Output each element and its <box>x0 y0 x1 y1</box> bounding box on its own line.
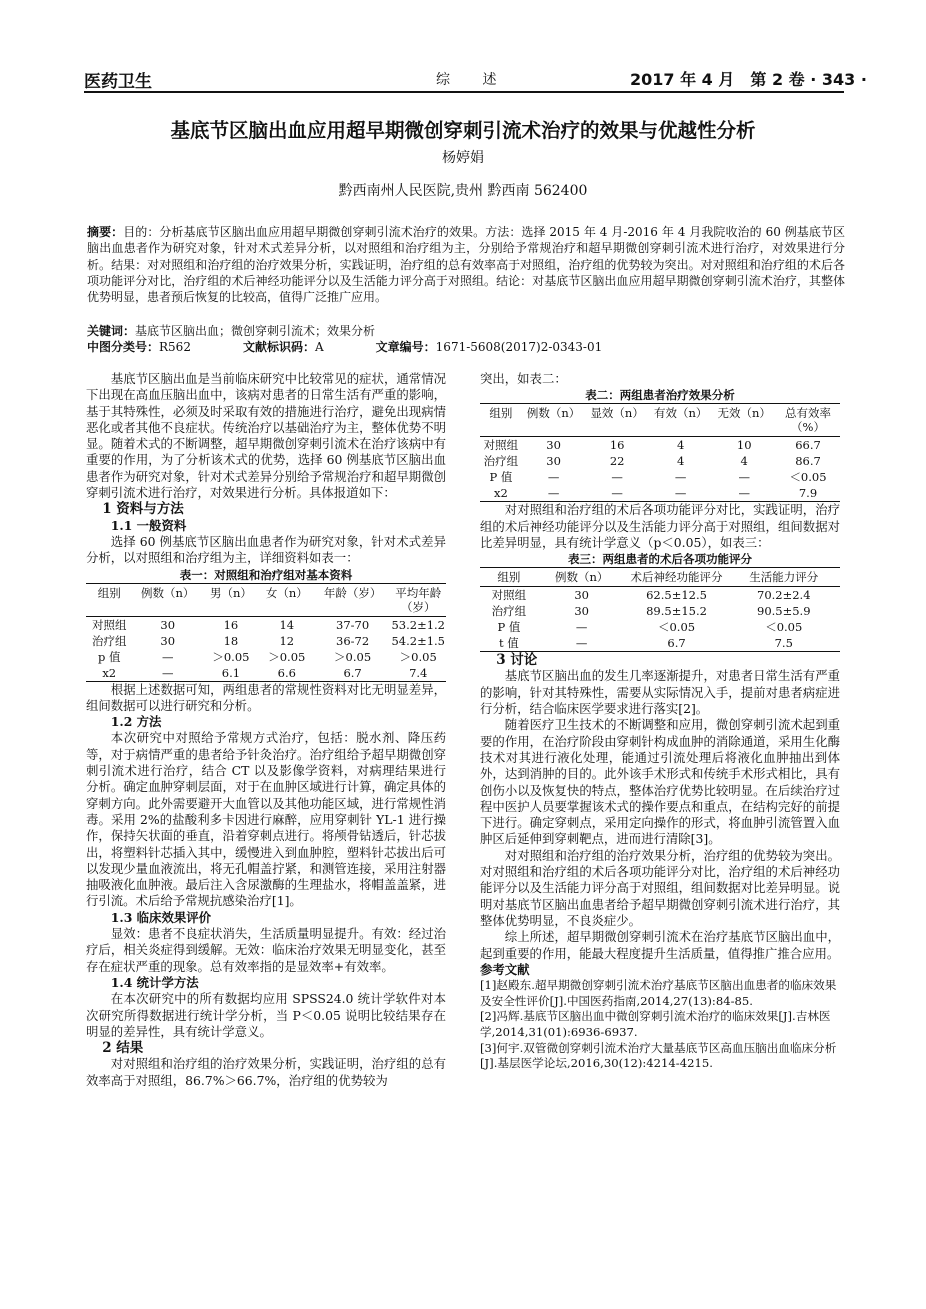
table-cell: — <box>738 470 750 485</box>
table-header-cell: 组别 <box>480 568 538 587</box>
subsection-heading: 1.1 一般资料 <box>110 517 187 533</box>
table-cell: 30 <box>160 617 176 632</box>
reference-item: [1]赵殿东.超早期微创穿刺引流术治疗基底节区脑出血患者的临床效果及安全性评价[J].中国医药指南,2014,27(13):84-85. <box>480 978 837 1008</box>
table-header-cell: 术后神经功能评分 <box>626 568 728 587</box>
table-cell: 86.7 <box>795 454 821 469</box>
table-cell: 14 <box>279 617 295 632</box>
table-row <box>480 485 840 502</box>
table-cell: 66.7 <box>795 438 821 453</box>
classification-line <box>87 339 845 355</box>
table-cell: 7.4 <box>390 665 446 682</box>
table-header-cell: 生活能力评分 <box>728 568 840 587</box>
abstract-text: 目的：分析基底节区脑出血应用超早期微创穿刺引流术治疗的效果。方法：选择 2015 年 4 月-2016 年 4 月我院收治的 60 例基底节区脑出血患者作为研究对象，针对术式差异分析，以对照组和治疗组为主，分别给予常规治疗和超早期微创穿刺引流术进行治疗，对效果进行分析。结果：对对照组和治疗组的治疗效果分析，实践证明，治疗组的总有效率高于对照组，治疗组的优势较为突出。对对照组和治疗组的术后各项功能评分对比，治疗组的术后神经功能评分以及生活能力评分高于对照组。结论：对基底节区脑出血应用超早期微创穿刺引流术治疗，其整体优势明显，患者预后恢复的比较高，值得广泛推广应用。 <box>87 225 845 305</box>
doc-code-value: A <box>314 340 324 354</box>
reference-item: [2]冯辉.基底节区脑出血中微创穿刺引流术治疗的临床效果[J].吉林医学,2014,31(01):6936-6937. <box>480 1009 831 1039</box>
reference-item: [3]何宇.双管微创穿刺引流术治疗大量基底节区高血压脑出血临床分析[J].基层医学论坛,2016,30(12):4214-4215. <box>480 1040 837 1071</box>
table-row <box>86 633 446 649</box>
table-row <box>86 616 446 633</box>
table-cell: 4 <box>677 454 685 469</box>
journal-name: 医药卫生 <box>84 72 152 92</box>
table-header-row <box>480 568 840 587</box>
table-cell: — <box>674 470 687 485</box>
table-cell: ＜0.05 <box>657 620 696 635</box>
table-cell: x2 <box>86 665 132 682</box>
paragraph: 对对照组和治疗组的术后各项功能评分对比，实践证明，治疗组的术后神经功能评分以及生活能力评分高于对照组，组间数据对比差异明显，具有统计学意义（p＜0.05），如表三： <box>480 502 840 550</box>
table-row <box>86 665 446 682</box>
table-cell: 6.6 <box>259 665 315 682</box>
table-caption: 表二：两组患者治疗效果分析 <box>585 388 735 403</box>
section-label: 综 述 <box>436 72 511 88</box>
table-cell: 90.5±5.9 <box>757 604 811 619</box>
table-cell: 30 <box>546 438 561 453</box>
table-cell: 22 <box>609 454 625 469</box>
table-cell: P 值 <box>489 470 513 485</box>
table-cell: 30 <box>574 588 589 603</box>
paragraph: 对对照组和治疗组的治疗效果分析，治疗组的优势较为突出。对对照组和治疗组的术后各项功能评分对比，治疗组的术后神经功能评分以及生活能力评分高于对照组，组间数据对比差异明显。说明对基底节区脑出血患者给予超早期微创穿刺引流术进行治疗，其整体优势明显，不良炎症少。 <box>480 847 840 928</box>
table-cell: 6.7 <box>626 635 728 652</box>
table-cell: 89.5±15.2 <box>646 604 707 619</box>
affiliation: 黔西南州人民医院,贵州 黔西南 562400 <box>338 183 588 199</box>
table-cell: 6.1 <box>203 665 259 682</box>
table-cell: 16 <box>223 617 239 632</box>
table-cell: ＞0.05 <box>334 649 372 664</box>
table-cell: 16 <box>609 438 625 453</box>
table-cell: 18 <box>223 633 239 648</box>
paragraph: 随着医疗卫生技术的不断调整和应用，微创穿刺引流术起到重要的作用，在治疗阶段由穿刺针构成血肿的消除通道，采用生化酶技术对其进行液化处理，能通过引流处理后将液化血肿抽出到体外，达到消肿的目的。此外该手术形式和传统手术形式相比，具有创伤小以及恢复快的特点，整体治疗优势比较明显。在后续治疗过程中医护人员要掌握该术式的操作要点和重点，在结构完好的前提下进行。确定穿刺点，采用定向操作的形式，将血肿引流管置入血肿区后延伸到穿刺靶点，进而进行清除[3]。 <box>480 717 840 847</box>
table-cell: 4 <box>677 438 685 453</box>
table-cell: t 值 <box>480 635 538 652</box>
table-row <box>480 437 840 454</box>
table-cell: — <box>547 470 560 485</box>
section-heading: 3 讨论 <box>496 652 538 669</box>
table-header-cell: 例数（n） <box>538 568 626 587</box>
clc-label: 中图分类号： <box>87 340 160 354</box>
table-cell: 10 <box>736 438 752 453</box>
table-cell: 4 <box>740 454 748 469</box>
table-header-cell: 显效（n） <box>585 404 649 437</box>
article-no-label: 文章编号： <box>375 340 436 354</box>
table-cell: x2 <box>480 485 522 502</box>
table-cell: 36-72 <box>336 633 370 648</box>
table-cell: — <box>611 470 623 485</box>
table-cell: ＜0.05 <box>765 620 803 635</box>
table-2 <box>480 403 840 502</box>
author: 杨婷娟 <box>442 150 484 166</box>
table-cell: — <box>522 485 586 502</box>
table-cell: 对照组 <box>91 617 127 632</box>
subsection-heading: 1.2 方法 <box>110 714 162 730</box>
table-header-cell: 总有效率（%） <box>776 404 840 437</box>
keywords <box>87 323 845 339</box>
table-cell: 7.5 <box>728 635 840 652</box>
table-cell: 30 <box>546 454 561 469</box>
table-cell: 70.2±2.4 <box>757 588 811 603</box>
table-cell: — <box>585 485 649 502</box>
table-cell: — <box>161 649 174 664</box>
table-cell: ＜0.05 <box>789 470 827 485</box>
table-cell: 30 <box>574 604 589 619</box>
table-cell: — <box>538 635 626 652</box>
table-1 <box>86 583 446 682</box>
table-header-cell: 例数（n） <box>132 583 203 616</box>
table-cell: 对照组 <box>491 588 527 603</box>
table-3 <box>480 567 840 652</box>
references-heading: 参考文献 <box>480 961 530 977</box>
paragraph: 综上所述，超早期微创穿刺引流术在治疗基底节区脑出血中，起到重要的作用，能最大程度提升生活质量，值得推广推合应用。 <box>480 929 840 961</box>
table-cell: 53.2±1.2 <box>391 617 445 632</box>
table-cell: 30 <box>160 633 176 648</box>
paragraph: 对对照组和治疗组的治疗效果分析，实践证明，治疗组的总有效率高于对照组，86.7%＞66.7%，治疗组的优势较为 <box>86 1056 446 1088</box>
intro-paragraph: 基底节区脑出血是当前临床研究中比较常见的症状，通常情况下出现在高血压脑出血中，该病对患者的日常生活有严重的影响，基于其特殊性，必须及时采取有效的措施进行治疗，避免出现病情恶化或者其他不良症状。传统治疗以基础治疗为主，整体优势不明显。随着术式的不断调整，超早期微创穿刺引流术在治疗该病中有重要的作用，为了分析该术式的优势，选择 60 例基底节区脑出血患者作为研究对象，针对术式差异分别给予常规治疗和超早期微创穿刺引流术进行治疗，对效果进行分析。具体报道如下： <box>86 371 446 501</box>
keywords-text: 基底节区脑出血；微创穿刺引流术；效果分析 <box>135 324 376 338</box>
paragraph: 突出，如表二： <box>480 371 567 386</box>
table-header-cell: 例数（n） <box>522 404 586 437</box>
table-cell: 治疗组 <box>483 454 519 469</box>
paragraph: 在本次研究中的所有数据均应用 SPSS24.0 统计学软件对本次研究所得数据进行统计学分析，当 P＜0.05 说明比较结果存在明显的差异性，具有统计学意义。 <box>86 991 446 1039</box>
table-cell: 治疗组 <box>491 604 527 619</box>
table-cell: ＞0.05 <box>212 649 250 664</box>
article-title: 基底节区脑出血应用超早期微创穿刺引流术治疗的效果与优越性分析 <box>170 119 756 142</box>
table-header-row <box>86 583 446 616</box>
table-cell: 54.2±1.5 <box>391 633 445 648</box>
table-cell: P 值 <box>497 620 521 635</box>
table-header-cell: 年龄（岁） <box>315 583 391 616</box>
table-header-cell: 无效（n） <box>712 404 776 437</box>
table-header-cell: 组别 <box>480 404 522 437</box>
table-header-cell: 平均年龄（岁） <box>390 583 446 616</box>
paragraph: 根据上述数据可知，两组患者的常规性资料对比无明显差异，组间数据可以进行研究和分析。 <box>86 681 446 713</box>
abstract <box>87 224 845 305</box>
table-header-cell: 组别 <box>86 583 132 616</box>
doc-code-label: 文献标识码： <box>242 340 315 354</box>
clc-value: R562 <box>159 340 191 354</box>
table-cell: 12 <box>279 633 295 648</box>
keywords-label: 关键词： <box>87 324 136 338</box>
left-column <box>86 371 446 1089</box>
article-no-value: 1671-5608(2017)2-0343-01 <box>435 340 603 354</box>
issue-info: 2017 年 4 月 第 2 卷 · 343 · <box>630 70 867 89</box>
table-caption: 表三：两组患者的术后各项功能评分 <box>568 552 752 567</box>
table-row <box>86 649 446 665</box>
table-cell: 7.9 <box>776 485 840 502</box>
subsection-heading: 1.3 临床效果评价 <box>110 909 212 925</box>
references-list <box>480 978 840 1072</box>
paragraph: 选择 60 例基底节区脑出血患者作为研究对象，针对术式差异分析，以对照组和治疗组为主，详细资料如表一： <box>86 533 446 566</box>
paragraph: 显效：患者不良症状消失，生活质量明显提升。有效：经过治疗后，相关炎症得到缓解。无效：临床治疗效果无明显变化，甚至存在症状严重的现象。总有效率指的是显效率+有效率。 <box>86 926 446 974</box>
table-cell: — <box>712 485 776 502</box>
table-cell: 37-70 <box>336 617 370 632</box>
section-heading: 2 结果 <box>102 1040 144 1057</box>
table-cell: 62.5±12.5 <box>646 588 707 603</box>
table-row <box>480 469 840 485</box>
table-row <box>480 587 840 604</box>
table-header-cell: 有效（n） <box>649 404 713 437</box>
table-cell: 对照组 <box>483 438 519 453</box>
table-cell: p 值 <box>97 649 121 664</box>
table-caption: 表一：对照组和治疗组对基本资料 <box>179 567 353 582</box>
table-cell: ＞0.05 <box>268 649 306 664</box>
paragraph: 本次研究中对照给予常规方式治疗，包括：脱水剂、降压药等，对于病情严重的患者给予针灸治疗。治疗组给予超早期微创穿刺引流术进行治疗，结合 CT 以及影像学资料，对病理结果进行分析。确定血肿穿刺层面，对于在血肿区域进行计算，确定具体的穿刺方向。此外需要避开大血管以及其他功能区域，进行常规性消毒。采用 2%的盐酸利多卡因进行麻醉，应用穿刺针 YL-1 进行操作，保持矢状面的垂直，沿着穿刺点进行。将颅骨钻透后，针芯拔出，将塑料针芯插入其中，缓慢进入到血肿腔，塑料针芯拔出后可以发现少量血液流出，将无孔帽盖拧紧，和测管连接，采用注射器抽吸液化血肿液。最后注入含尿激酶的生理盐水，将帽盖盖紧，进行引流。术后给予常规抗感染治疗[1]。 <box>86 730 446 909</box>
abstract-label: 摘要： <box>87 225 124 239</box>
table-header-cell: 男（n） <box>203 583 259 616</box>
table-header-row <box>480 404 840 437</box>
table-cell: 6.7 <box>315 665 391 682</box>
table-row <box>480 635 840 652</box>
table-row <box>480 619 840 635</box>
header-rule <box>84 91 844 93</box>
table-header-cell: 女（n） <box>259 583 315 616</box>
table-cell: — <box>575 620 588 635</box>
table-row <box>480 453 840 469</box>
table-cell: — <box>132 665 203 682</box>
right-column <box>480 371 840 1072</box>
table-row <box>480 603 840 619</box>
table-cell: 治疗组 <box>91 633 127 648</box>
section-heading: 1 资料与方法 <box>102 501 184 518</box>
table-cell: — <box>649 485 713 502</box>
subsection-heading: 1.4 统计学方法 <box>110 974 199 990</box>
table-cell: ＞0.05 <box>399 649 437 664</box>
paragraph: 基底节区脑出血的发生几率逐渐提升，对患者日常生活有严重的影响，针对其特殊性，需要从实际情况入手，提前对患者病症进行分析，结合临床医学要求进行落实[2]。 <box>480 668 840 717</box>
